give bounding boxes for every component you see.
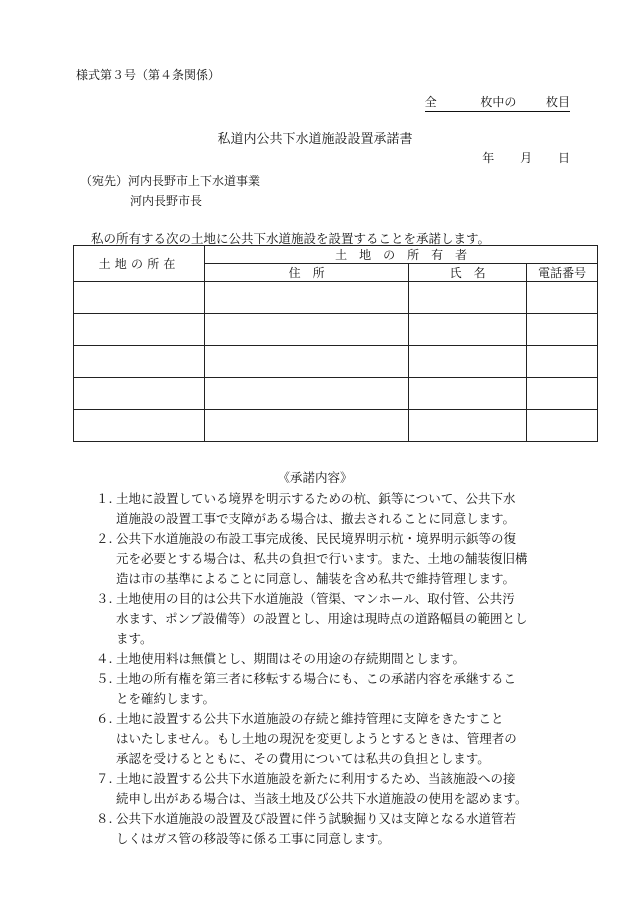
page-sheet-of: 枚中の [480, 95, 517, 109]
term-line: 土地使用料は無償とし、期間はその用途の存続期間とします。 [116, 651, 466, 666]
addressee-line-2: 河内長野市長 [130, 194, 203, 208]
page-total-prefix: 全 [424, 95, 437, 109]
cell-address[interactable] [205, 410, 409, 442]
header-land-location: 土地の所在 [74, 246, 205, 282]
land-owner-table [73, 245, 598, 442]
term-item [90, 649, 590, 669]
date-year: 年 [482, 151, 495, 165]
page-sheet-suffix: 枚目 [545, 95, 570, 109]
cell-phone[interactable] [527, 314, 598, 346]
term-line: 土地の所有権を第三者に移転する場合にも、この承諾内容を承継するこ [116, 671, 517, 686]
term-line: 道施設の設置工事で支障がある場合は、撤去されることに同意します。 [116, 511, 516, 526]
term-line: 公共下水道施設の布設工事完成後、民民境界明示杭・境界明示鋲等の復 [116, 531, 517, 546]
term-line: とを確約します。 [116, 691, 216, 706]
term-line: 土地に設置している境界を明示するための杭、鋲等について、公共下水 [116, 491, 516, 506]
term-line: 造は市の基準によることに同意し、舗装を含め私共で維持管理します。 [116, 571, 516, 586]
page-count [425, 93, 570, 112]
cell-address[interactable] [205, 378, 409, 410]
header-owner: 土 地 の 所 有 者 [205, 246, 598, 264]
document-title: 私道内公共下水道施設設置承諾書 [217, 132, 413, 147]
cell-phone[interactable] [527, 410, 598, 442]
term-number: ６. [96, 711, 113, 726]
term-line: 承認を受けるとともに、その費用については私共の負担とします。 [116, 751, 490, 766]
term-line: 土地使用の目的は公共下水道施設（管渠、マンホール、取付管、公共汚 [116, 591, 515, 606]
cell-name[interactable] [409, 378, 527, 410]
term-item [90, 529, 590, 589]
header-name: 氏 名 [409, 264, 527, 282]
term-item [90, 809, 590, 849]
term-line: しくはガス管の移設等に係る工事に同意します。 [116, 831, 391, 846]
cell-address[interactable] [205, 282, 409, 314]
term-line: ます。 [116, 631, 153, 646]
header-address: 住 所 [205, 264, 409, 282]
term-line: 水ます、ポンプ設備等）の設置とし、用途は現時点の道路幅員の範囲とし [116, 611, 528, 626]
table-row [74, 378, 598, 410]
term-line: 公共下水道施設の設置及び設置に伴う試験掘り又は支障となる水道管若 [116, 811, 517, 826]
form-number: 様式第３号（第４条関係） [76, 68, 221, 82]
cell-phone[interactable] [527, 378, 598, 410]
header-phone: 電話番号 [527, 264, 598, 282]
term-line: はいたしません。もし土地の現況を変更しようとするときは、管理者の [116, 731, 517, 746]
date-day: 日 [557, 151, 570, 165]
cell-name[interactable] [409, 314, 527, 346]
cell-name[interactable] [409, 282, 527, 314]
cell-name[interactable] [409, 410, 527, 442]
date-month: 月 [520, 151, 533, 165]
table-row [74, 410, 598, 442]
cell-location[interactable] [74, 282, 205, 314]
addressee-line-1: （宛先）河内長野市上下水道事業 [80, 174, 261, 188]
term-number: ４. [96, 651, 113, 666]
cell-location[interactable] [74, 410, 205, 442]
cell-location[interactable] [74, 346, 205, 378]
term-number: ２. [96, 531, 113, 546]
intro-statement: 私の所有する次の土地に公共下水道施設を設置することを承諾します。 [91, 231, 491, 246]
term-item [90, 489, 590, 529]
cell-name[interactable] [409, 346, 527, 378]
date-line [460, 149, 570, 166]
term-number: ８. [96, 811, 113, 826]
cell-phone[interactable] [527, 346, 598, 378]
term-item [90, 589, 590, 649]
cell-address[interactable] [205, 314, 409, 346]
term-line: 土地に設置する公共下水道施設の存続と維持管理に支障をきたすこと [116, 711, 504, 726]
term-item [90, 669, 590, 709]
term-line: 土地に設置する公共下水道施設を新たに利用するため、当該施設への接 [116, 771, 516, 786]
terms-title: 《承諾内容》 [277, 470, 353, 485]
cell-address[interactable] [205, 346, 409, 378]
table-row [74, 346, 598, 378]
term-number: ７. [96, 771, 113, 786]
term-item [90, 709, 590, 769]
cell-location[interactable] [74, 378, 205, 410]
cell-location[interactable] [74, 314, 205, 346]
table-row [74, 314, 598, 346]
term-line: 元を必要とする場合は、私共の負担で行います。また、土地の舗装復旧構 [116, 551, 528, 566]
term-line: 続申し出がある場合は、当該土地及び公共下水道施設の使用を認めます。 [116, 791, 528, 806]
term-number: １. [96, 491, 113, 506]
table-row [74, 282, 598, 314]
term-number: ５. [96, 671, 113, 686]
terms-list [90, 489, 590, 849]
term-number: ３. [96, 591, 113, 606]
term-item [90, 769, 590, 809]
cell-phone[interactable] [527, 282, 598, 314]
